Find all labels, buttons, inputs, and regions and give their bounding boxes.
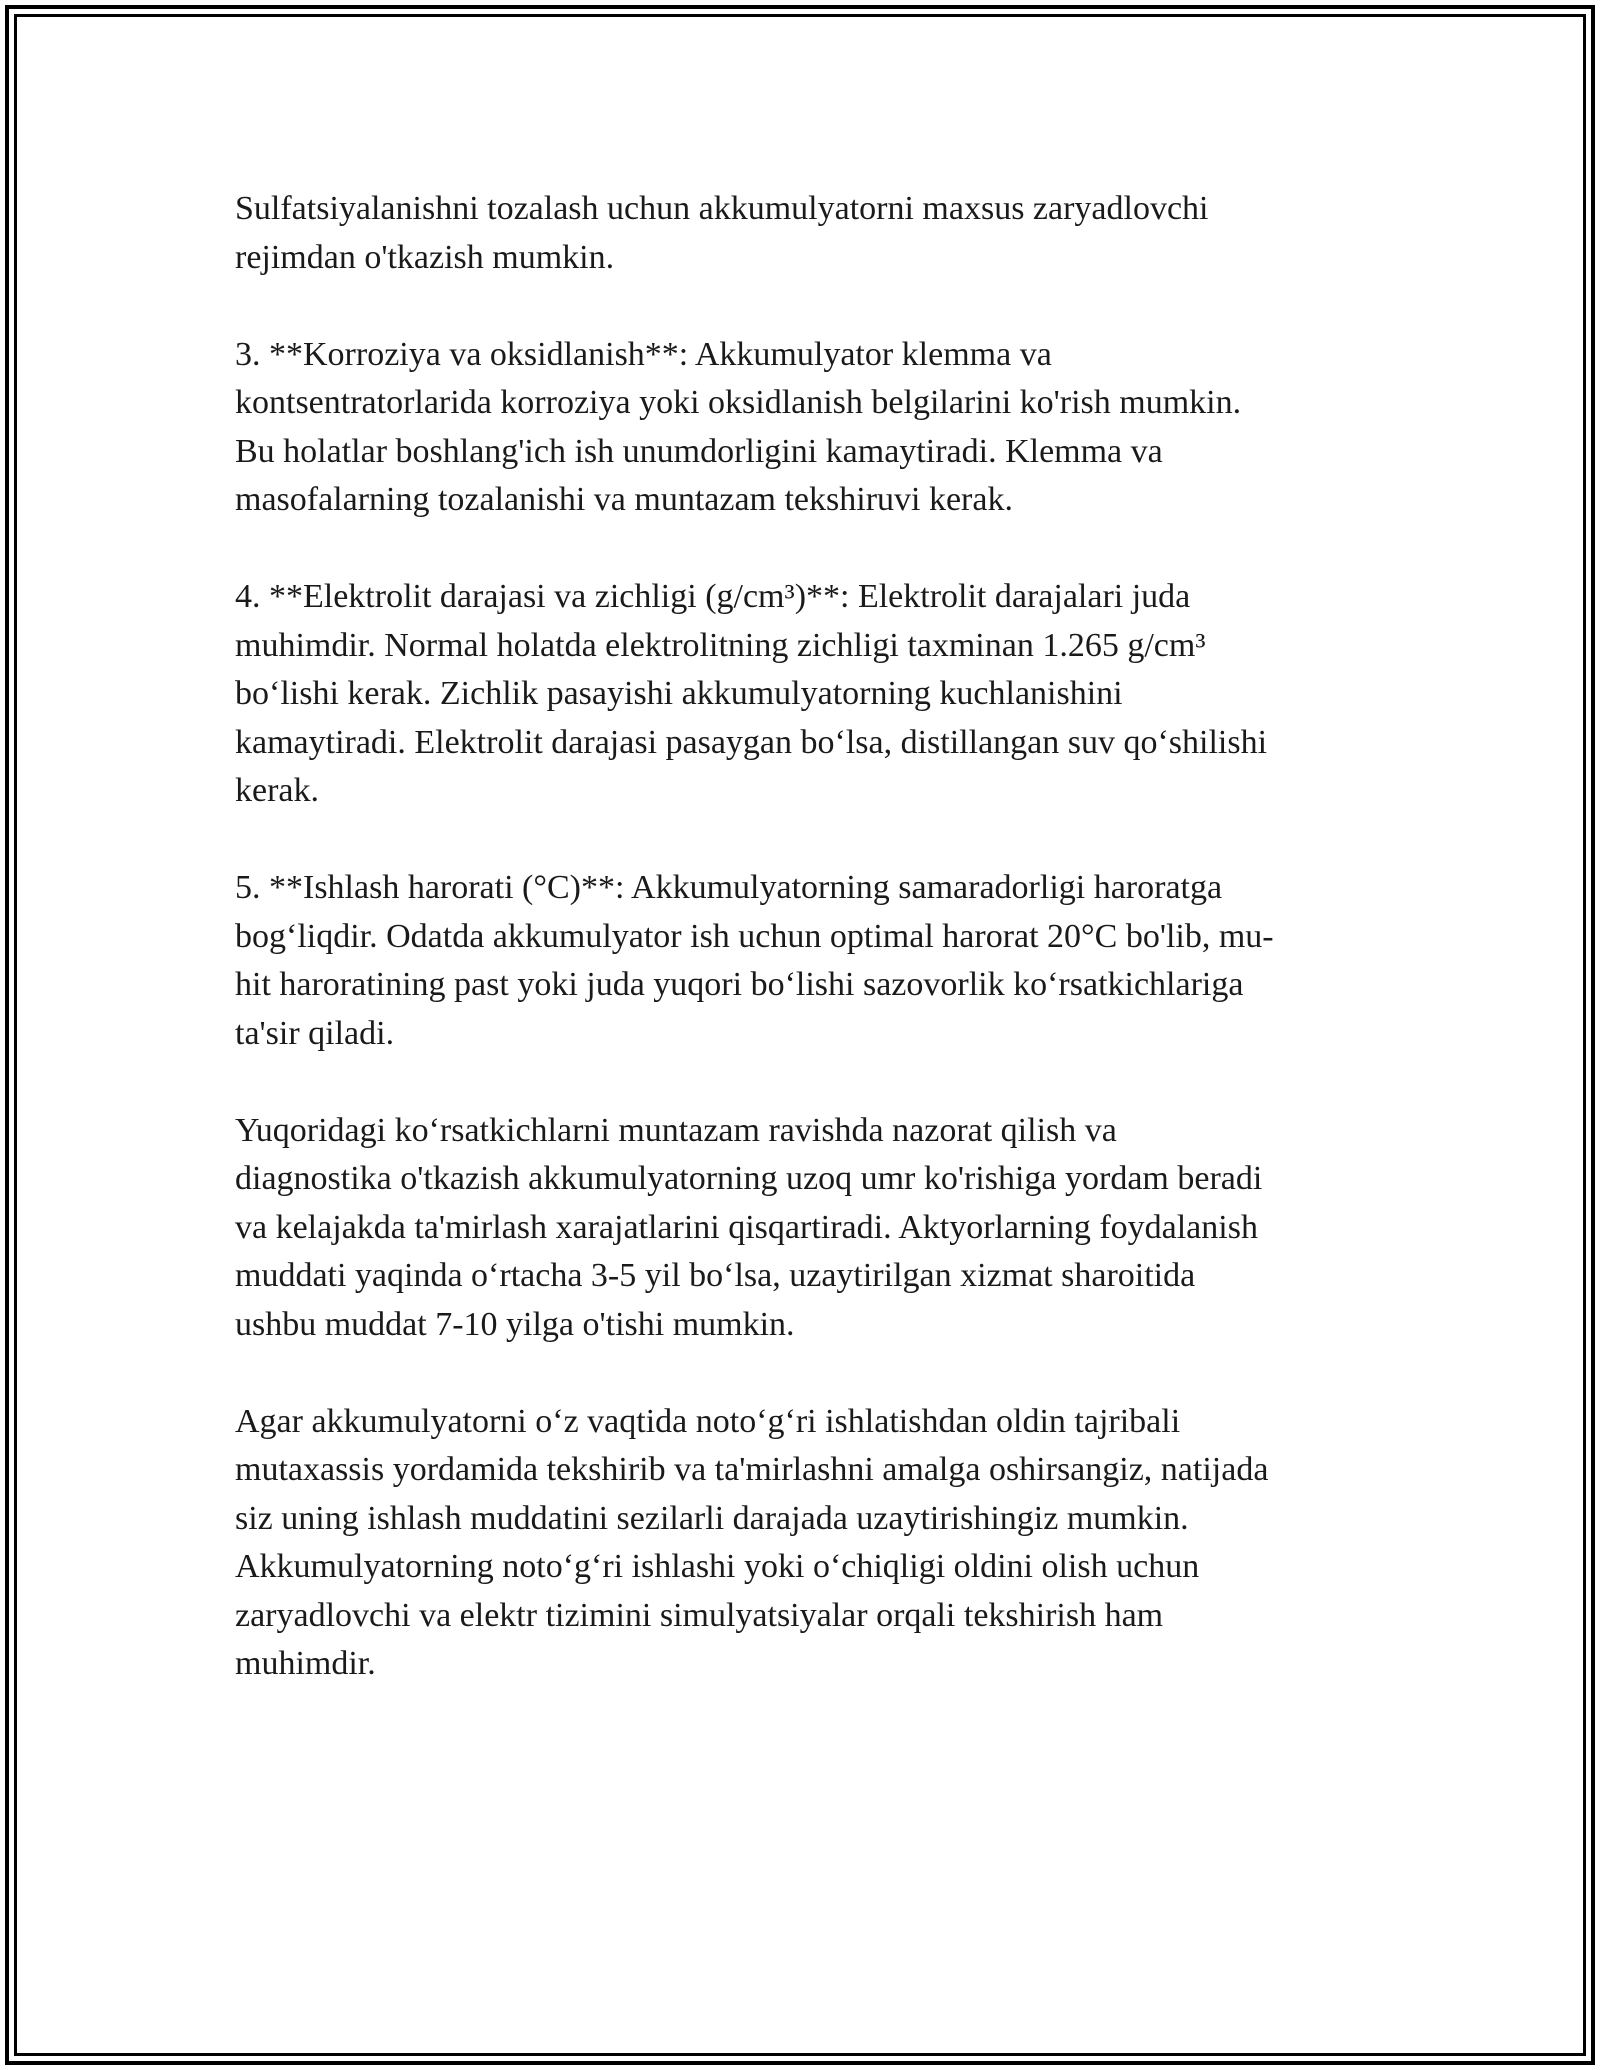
text-line: va kelajakda ta'mirlash xarajatlarini qisqartiradi. Aktyorlarning foydalanish xyxy=(235,1208,1258,1246)
text-line: bogʻliqdir. Odatda akkumulyator ish uchun optimal harorat 20°C bo'lib, mu- xyxy=(235,917,1274,955)
text-line: muhimdir. Normal holatda elektrolitning zichligi taxminan 1.265 g/cm³ xyxy=(235,626,1206,664)
text-line: masofalarning tozalanishi va muntazam tekshiruvi kerak. xyxy=(235,481,1013,518)
text-line: boʻlishi kerak. Zichlik pasayishi akkumulyatorning kuchlanishini xyxy=(235,675,1123,712)
text-line: Yuqoridagi koʻrsatkichlarni muntazam ravishda nazorat qilish va xyxy=(235,1111,1117,1149)
text-line: Agar akkumulyatorni oʻz vaqtida notoʻgʻri ishlatishdan oldin tajribali xyxy=(235,1402,1181,1440)
text-line: muddati yaqinda oʻrtacha 3-5 yil boʻlsa, uzaytirilgan xizmat sharoitida xyxy=(235,1257,1196,1294)
text-line: muhimdir. xyxy=(235,1645,376,1682)
text-line: 4. **Elektrolit darajasi va zichligi (g/cm³)**: Elektrolit darajalari juda xyxy=(235,578,1191,615)
text-line: 5. **Ishlash harorati (°C)**: Akkumulyatorning samaradorligi haroratga xyxy=(235,869,1223,906)
paragraph-corrosion xyxy=(235,331,1375,525)
text-line: diagnostika o'tkazish akkumulyatorning uzoq umr ko'rishiga yordam beradi xyxy=(235,1160,1263,1197)
text-line: zaryadlovchi va elektr tizimini simulyatsiyalar orqali tekshirish ham xyxy=(235,1596,1164,1634)
text-line: kamaytiradi. Elektrolit darajasi pasaygan boʻlsa, distillangan suv qoʻshilishi xyxy=(235,723,1268,761)
paragraph-electrolyte xyxy=(235,573,1375,816)
paragraph-temperature xyxy=(235,864,1375,1058)
text-line: 3. **Korroziya va oksidlanish**: Akkumulyator klemma va xyxy=(235,335,1052,373)
document-body xyxy=(235,185,1375,1737)
text-line: Bu holatlar boshlang'ich ish unumdorligini kamaytiradi. Klemma va xyxy=(235,432,1163,470)
paragraph-conclusion xyxy=(235,1398,1375,1689)
text-line: kerak. xyxy=(235,772,320,809)
text-line: rejimdan o'tkazish mumkin. xyxy=(235,238,615,276)
text-line: siz uning ishlash muddatini sezilarli darajada uzaytirishingiz mumkin. xyxy=(235,1499,1189,1537)
text-line: ta'sir qiladi. xyxy=(235,1014,395,1052)
text-line: Sulfatsiyalanishni tozalash uchun akkumulyatorni maxsus zaryadlovchi xyxy=(235,190,1209,227)
text-line: Akkumulyatorning notoʻgʻri ishlashi yoki oʻchiqligi oldini olish uchun xyxy=(235,1548,1200,1585)
paragraph-sulfation-intro xyxy=(235,185,1375,282)
text-line: mutaxassis yordamida tekshirib va ta'mirlashni amalga oshirsangiz, natijada xyxy=(235,1451,1269,1488)
text-line: kontsentratorlarida korroziya yoki oksidlanish belgilarini ko'rish mumkin. xyxy=(235,384,1242,421)
text-line: hit haroratining past yoki juda yuqori boʻlishi sazovorlik koʻrsatkichlariga xyxy=(235,966,1244,1003)
paragraph-monitoring xyxy=(235,1107,1375,1350)
text-line: ushbu muddat 7-10 yilga o'tishi mumkin. xyxy=(235,1305,795,1343)
